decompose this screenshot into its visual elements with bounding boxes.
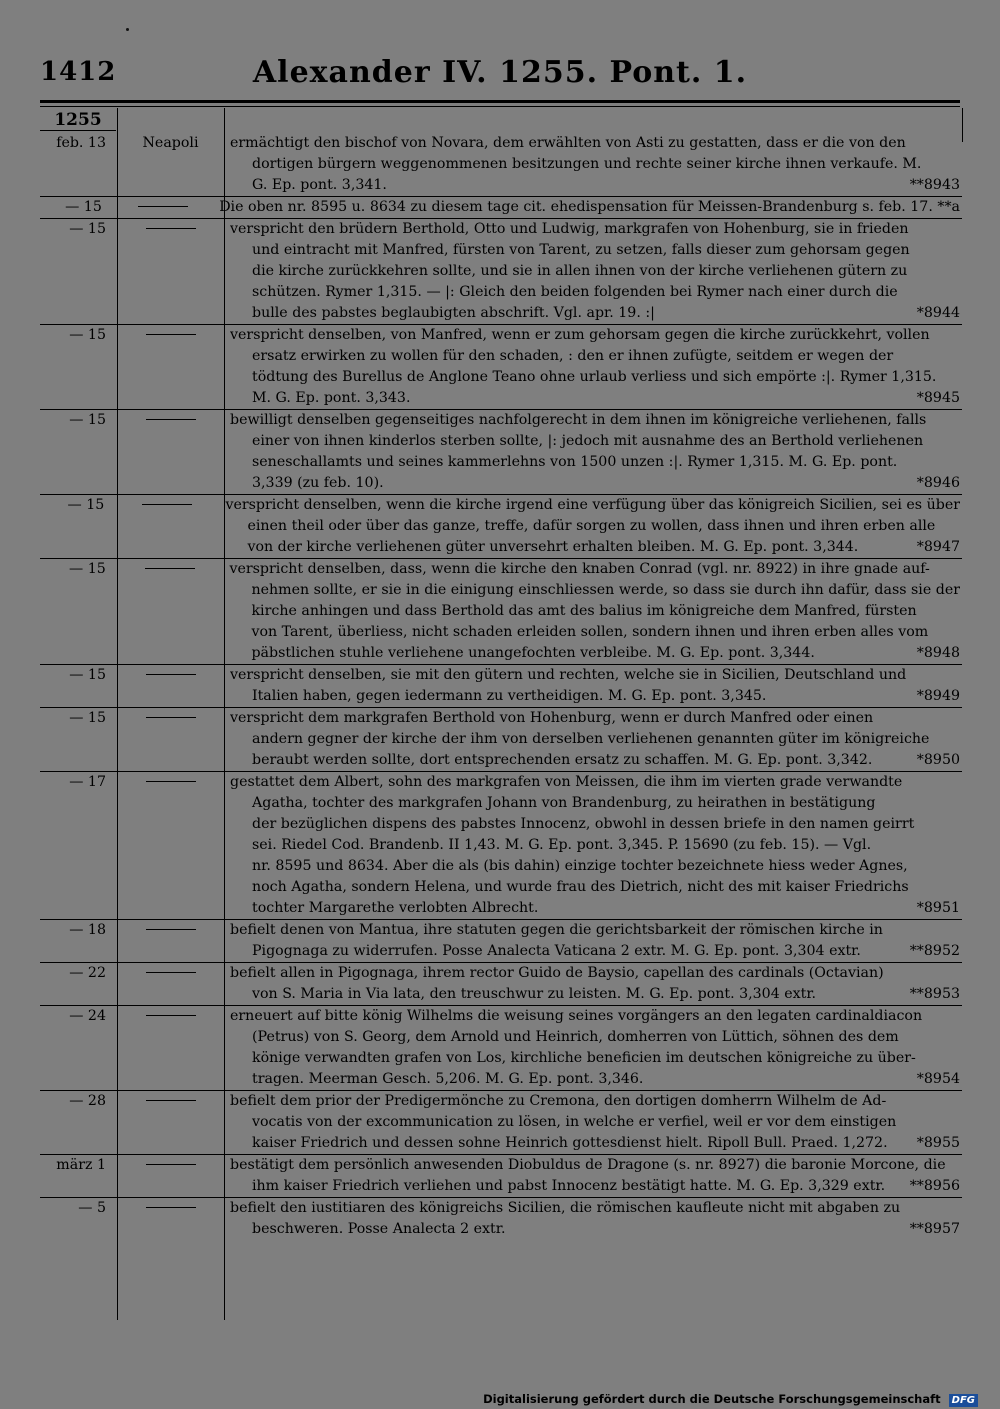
entry-text-span: bewilligt denselben gegenseitiges nachfolgerecht in dem ihnen im königreiche verliehenen, falls	[230, 412, 927, 428]
entry-row	[40, 1154, 962, 1197]
entry-text-span: befielt denen von Mantua, ihre statuten gegen die gerichtsbarkeit der römischen kirche in	[230, 922, 883, 938]
right-edge-tick	[962, 108, 963, 142]
entry-text	[224, 1091, 962, 1154]
entry-place	[117, 1091, 224, 1154]
entry-place: Neapoli	[142, 135, 199, 151]
entry-text-line	[230, 941, 960, 962]
entry-text-line	[230, 686, 960, 707]
page-title: Alexander IV. 1255. Pont. 1.	[252, 55, 748, 90]
entry-place	[117, 963, 224, 1005]
entry-text-line	[230, 133, 960, 154]
ditto-rule	[138, 206, 188, 207]
entry-text-span: erneuert auf bitte könig Wilhelms die weisung seines vorgängers an den legaten cardinaldiacon	[230, 1008, 923, 1024]
entry-date: — 15	[69, 667, 106, 683]
entry-place	[117, 219, 224, 324]
entry-place	[117, 325, 224, 409]
regesta-entries	[40, 133, 962, 1240]
ditto-rule	[146, 419, 196, 420]
entry-text-span: der bezüglichen dispens des pabstes Innocenz, obwohl in dessen briefe in den namen geirrt	[252, 816, 915, 832]
entry-number: *8946	[916, 475, 960, 491]
entry-text-line	[229, 601, 960, 622]
entry-text-line	[230, 303, 960, 324]
entry-text-span: tragen. Meerman Gesch. 5,206. M. G. Ep. pont. 3,346.	[252, 1071, 644, 1087]
entry-text-line	[219, 197, 960, 218]
entry-date: — 15	[67, 497, 105, 513]
entry-text-span: vocatis von der excommunication zu lösen, in welche er verfiel, weil er vor dem einstigen	[252, 1114, 897, 1130]
entry-row	[40, 707, 962, 771]
entry-text-line	[230, 665, 960, 686]
entry-text-line	[225, 537, 960, 558]
entry-text-line	[230, 1219, 960, 1240]
entry-row	[40, 1197, 962, 1240]
entry-text-span: von Tarent, überliess, nicht schaden erleiden sollen, sondern ihnen und ihren erben alles vom	[251, 624, 929, 640]
entry-date: — 15	[69, 221, 106, 237]
entry-text-span: Agatha, tochter des markgrafen Johann von Brandenburg, zu heirathen in bestätigung	[252, 795, 876, 811]
entry-text-line	[230, 1069, 960, 1090]
entry-place	[117, 665, 224, 707]
entry-row	[40, 218, 962, 324]
entry-date: — 22	[69, 965, 106, 981]
entry-text-line	[230, 1027, 960, 1048]
year-label: 1255	[40, 110, 116, 131]
entry-place	[117, 1155, 224, 1197]
entry-text-line	[230, 1112, 960, 1133]
ink-speck	[126, 28, 129, 31]
entry-text-line	[230, 240, 960, 261]
entry-text-span: G. Ep. pont. 3,341.	[252, 177, 387, 193]
entry-number: **8957	[909, 1221, 960, 1237]
entry-text	[224, 963, 962, 1005]
entry-text-span: einen theil oder über das ganze, treffe, dafür sorgen zu wollen, dass ihnen und ihren erben alle	[247, 518, 936, 534]
entry-text-span: kirche anhingen und dass Berthold das amt des balius im königreiche dem Manfred, fürsten	[251, 603, 917, 619]
entry-text-line	[230, 410, 960, 431]
entry-row	[40, 962, 962, 1005]
entry-text-line	[229, 622, 960, 643]
entry-text-line	[230, 325, 960, 346]
entry-text	[224, 1006, 962, 1090]
entry-text	[223, 559, 962, 664]
entry-row	[40, 409, 962, 494]
entry-text-line	[230, 175, 960, 196]
page-number: 1412	[40, 57, 117, 87]
entry-text-span: 3,339 (zu feb. 10).	[252, 475, 384, 491]
entry-text-line	[230, 1133, 960, 1154]
entry-text-line	[230, 473, 960, 494]
entry-text-span: päbstlichen stuhle verliehene unangefochten verbleibe. M. G. Ep. pont. 3,344.	[251, 645, 815, 661]
entry-text-span: dortigen bürgern weggenommenen besitzungen und rechte seiner kirche ihnen verkaufe. M.	[252, 156, 922, 172]
ditto-rule	[146, 1207, 196, 1208]
entry-text-line	[225, 495, 960, 516]
entry-text-line	[225, 516, 960, 537]
entry-text-line	[230, 367, 960, 388]
entry-text-line	[230, 877, 960, 898]
entry-row	[40, 133, 962, 196]
entry-text	[219, 495, 962, 558]
entry-text-span: beraubt werden sollte, dort entsprechenden ersatz zu schaffen. M. G. Ep. pont. 3,342.	[252, 752, 873, 768]
entry-row	[40, 324, 962, 409]
entry-place	[117, 772, 224, 919]
entry-text	[224, 219, 962, 324]
ditto-rule	[146, 717, 196, 718]
entry-place	[113, 197, 213, 218]
entry-text-line	[230, 708, 960, 729]
entry-text-span: Italien haben, gegen iedermann zu vertheidigen. M. G. Ep. pont. 3,345.	[252, 688, 767, 704]
entry-row	[40, 1005, 962, 1090]
entry-number: **8952	[909, 943, 960, 959]
entry-text	[224, 133, 962, 196]
entry-text-line	[230, 1176, 960, 1197]
entry-number: *8948	[916, 645, 960, 661]
entry-text-span: schützen. Rymer 1,315. — |: Gleich den beiden folgenden bei Rymer nach einer durch die	[252, 284, 898, 300]
ditto-rule	[146, 1164, 196, 1165]
entry-number: *8954	[916, 1071, 960, 1087]
entry-date: feb. 13	[56, 135, 106, 151]
entry-text-span: verspricht dem markgrafen Berthold von Hohenburg, wenn er durch Manfred oder einen	[230, 710, 874, 726]
header-rule-thick	[40, 100, 960, 103]
entry-text-span: die kirche zurückkehren sollte, und sie in allen ihnen von der kirche verliehenen gütern zu	[252, 263, 908, 279]
entry-text	[224, 708, 962, 771]
header-rule-thin	[40, 106, 960, 107]
entry-text-span: und eintracht mit Manfred, fürsten von Tarent, zu setzen, falls dieser zum gehorsam gegen	[252, 242, 910, 258]
entry-row	[40, 196, 962, 218]
entry-text-line	[230, 920, 960, 941]
entry-text-span: bestätigt dem persönlich anwesenden Diobuldus de Dragone (s. nr. 8927) die baronie Morcone, die	[230, 1157, 946, 1173]
entry-date: märz 1	[56, 1157, 106, 1173]
entry-text-line	[230, 1048, 960, 1069]
entry-row	[40, 494, 962, 558]
entry-text-line	[230, 835, 960, 856]
footer-text: Digitalisierung gefördert durch die Deutsche Forschungsgemeinschaft	[483, 1392, 941, 1406]
entry-text-span: verspricht denselben, wenn die kirche irgend eine verfügung über das königreich Sicilien, sei es über	[225, 497, 960, 513]
entry-text	[224, 410, 962, 494]
entry-text-span: ersatz erwirken zu wollen für den schaden, : den er ihnen zufügte, seitdem er wegen der	[252, 348, 894, 364]
ditto-rule	[146, 781, 196, 782]
entry-text-span: ermächtigt den bischof von Novara, dem erwählten von Asti zu gestatten, dass er die von den	[230, 135, 906, 151]
entry-text-line	[230, 1155, 960, 1176]
entry-number: *8947	[916, 539, 960, 555]
entry-text-span: seneschallamts und seines kammerlehns von 1500 unzen :|. Rymer 1,315. M. G. Ep. pont.	[252, 454, 898, 470]
entry-text-line	[230, 154, 960, 175]
entry-row	[40, 771, 962, 919]
ditto-rule	[146, 228, 196, 229]
entry-text-span: befielt den iustitiaren des königreichs Sicilien, die römischen kaufleute nicht mit abgaben zu	[230, 1200, 901, 1216]
entry-place	[117, 708, 224, 771]
entry-place	[115, 495, 219, 558]
entry-text-line	[230, 452, 960, 473]
entry-text-span: von S. Maria in Via lata, den treuschwur zu leisten. M. G. Ep. pont. 3,304 extr.	[252, 986, 817, 1002]
entry-text-span: verspricht denselben, sie mit den gütern und rechten, welche sie in Sicilien, Deutschland und	[230, 667, 907, 683]
entry-text-line	[230, 856, 960, 877]
entry-text-line	[230, 1006, 960, 1027]
ditto-rule	[142, 504, 192, 505]
entry-text	[224, 1198, 962, 1240]
entry-row	[40, 919, 962, 962]
entry-number: *8944	[916, 305, 960, 321]
entry-text-span: sei. Riedel Cod. Brandenb. II 1,43. M. G. Ep. pont. 3,345. P. 15690 (zu feb. 15). — Vgl.	[252, 837, 872, 853]
entry-text-line	[230, 793, 960, 814]
entry-text-line	[230, 282, 960, 303]
entry-text-span: verspricht den brüdern Berthold, Otto und Ludwig, markgrafen von Hohenburg, sie in frieden	[230, 221, 909, 237]
entry-text-line	[230, 963, 960, 984]
entry-text-span: verspricht denselben, dass, wenn die kirche den knaben Conrad (vgl. nr. 8922) in ihre gnade auf-	[229, 561, 930, 577]
entry-text-span: befielt dem prior der Predigermönche zu Cremona, den dortigen domherrn Wilhelm de Ad-	[230, 1093, 887, 1109]
entry-date: — 15	[69, 561, 106, 577]
entry-text-line	[230, 984, 960, 1005]
entry-text-line	[230, 219, 960, 240]
entry-text-line	[230, 898, 960, 919]
entry-text-line	[230, 1198, 960, 1219]
entry-row	[40, 558, 962, 664]
entry-text-line	[230, 431, 960, 452]
entry-text-span: M. G. Ep. pont. 3,343.	[252, 390, 411, 406]
entry-text	[213, 197, 962, 218]
entry-text-line	[230, 750, 960, 771]
entry-place	[117, 1006, 224, 1090]
entry-text-span: (Petrus) von S. Georg, dem Arnold und Heinrich, domherren von Lüttich, söhnen des dem	[252, 1029, 899, 1045]
entry-number: **8953	[909, 986, 960, 1002]
entry-text-span: beschweren. Posse Analecta 2 extr.	[252, 1221, 506, 1237]
entry-text-span: bulle des pabstes beglaubigten abschrift. Vgl. apr. 19. :|	[252, 305, 655, 321]
entry-text-span: einer von ihnen kinderlos sterben sollte, |: jedoch mit ausnahme des an Berthold verliehenen	[252, 433, 924, 449]
entry-text-span: andern gegner der kirche der ihm von derselben verliehenen genannten güter im königreiche	[252, 731, 930, 747]
entry-text-span: nehmen sollte, er sie in die einigung einschliessen werde, so dass sie durch ihn dafür, dass sie der	[251, 582, 960, 598]
entry-text-span: Die oben nr. 8595 u. 8634 zu diesem tage cit. ehedispensation für Meissen-Brandenburg s. feb. 17. **a	[219, 199, 960, 215]
entry-text	[224, 665, 962, 707]
entry-text-span: von der kirche verliehenen güter unversehrt erhalten bleiben. M. G. Ep. pont. 3,344.	[247, 539, 859, 555]
entry-number: **8956	[909, 1178, 960, 1194]
entry-text-span: kaiser Friedrich und dessen sohne Heinrich gottesdienst hielt. Ripoll Bull. Praed. 1,272.	[252, 1135, 888, 1151]
entry-number: *8945	[916, 390, 960, 406]
entry-text-span: befielt allen in Pigognaga, ihrem rector Guido de Baysio, capellan des cardinals (Octavian)	[230, 965, 884, 981]
entry-text	[224, 325, 962, 409]
entry-number: *8951	[916, 900, 960, 916]
entry-text-line	[229, 643, 960, 664]
entry-text	[224, 772, 962, 919]
entry-text-span: tochter Margarethe verlobten Albrecht.	[252, 900, 539, 916]
entry-date: — 28	[69, 1093, 106, 1109]
entry-row	[40, 664, 962, 707]
entry-text-span: verspricht denselben, von Manfred, wenn er zum gehorsam gegen die kirche zurückkehrt, vollen	[230, 327, 930, 343]
entry-text	[224, 1155, 962, 1197]
entry-number: *8955	[916, 1135, 960, 1151]
entry-date: — 17	[69, 774, 106, 790]
ditto-rule	[146, 1100, 196, 1101]
entry-row	[40, 1090, 962, 1154]
entry-number: **8943	[909, 177, 960, 193]
dfg-logo: DFG	[949, 1394, 978, 1407]
entry-date: — 5	[78, 1200, 106, 1216]
entry-text-span: könige verwandten grafen von Los, kirchliche beneficien im deutschen königreiche zu über-	[252, 1050, 916, 1066]
entry-date: — 15	[65, 199, 102, 215]
ditto-rule	[146, 334, 196, 335]
entry-text-line	[230, 388, 960, 409]
entry-date: — 15	[69, 412, 106, 428]
entry-place	[117, 559, 224, 664]
entry-text-span: ihm kaiser Friedrich verliehen und pabst Innocenz bestätigt hatte. M. G. Ep. 3,329 extr.	[252, 1178, 886, 1194]
entry-text-span: tödtung des Burellus de Anglone Teano ohne urlaub verliess und sich empörte :|. Rymer 1,315.	[252, 369, 937, 385]
ditto-rule	[145, 568, 195, 569]
ditto-rule	[146, 674, 196, 675]
entry-text-line	[229, 580, 960, 601]
entry-text-span: Pigognaga zu widerrufen. Posse Analecta Vaticana 2 extr. M. G. Ep. pont. 3,304 extr.	[252, 943, 861, 959]
entry-place	[117, 920, 224, 962]
entry-number: *8950	[916, 752, 960, 768]
footer-credit	[483, 1392, 978, 1407]
entry-text-span: nr. 8595 und 8634. Aber die als (bis dahin) einzige tochter bezeichnete hiess weder Agnes,	[252, 858, 908, 874]
entry-text-line	[230, 1091, 960, 1112]
entry-date: — 15	[69, 327, 106, 343]
entry-text-line	[230, 346, 960, 367]
entry-text-line	[230, 729, 960, 750]
entry-text	[224, 920, 962, 962]
page-header	[40, 55, 960, 95]
ditto-rule	[146, 972, 196, 973]
entry-place	[117, 1198, 224, 1240]
entry-text-line	[230, 814, 960, 835]
ditto-rule	[146, 929, 196, 930]
entry-date: — 24	[69, 1008, 106, 1024]
entry-text-line	[229, 559, 960, 580]
entry-place	[117, 410, 224, 494]
entry-date: — 18	[69, 922, 106, 938]
entry-text-line	[230, 261, 960, 282]
entry-number: *8949	[916, 688, 960, 704]
entry-date: — 15	[69, 710, 106, 726]
entry-text-span: gestattet dem Albert, sohn des markgrafen von Meissen, die ihm im vierten grade verwandte	[230, 774, 903, 790]
entry-text-line	[230, 772, 960, 793]
ditto-rule	[146, 1015, 196, 1016]
entry-text-span: noch Agatha, sondern Helena, und wurde frau des Dietrich, nicht des mit kaiser Friedrichs	[252, 879, 909, 895]
